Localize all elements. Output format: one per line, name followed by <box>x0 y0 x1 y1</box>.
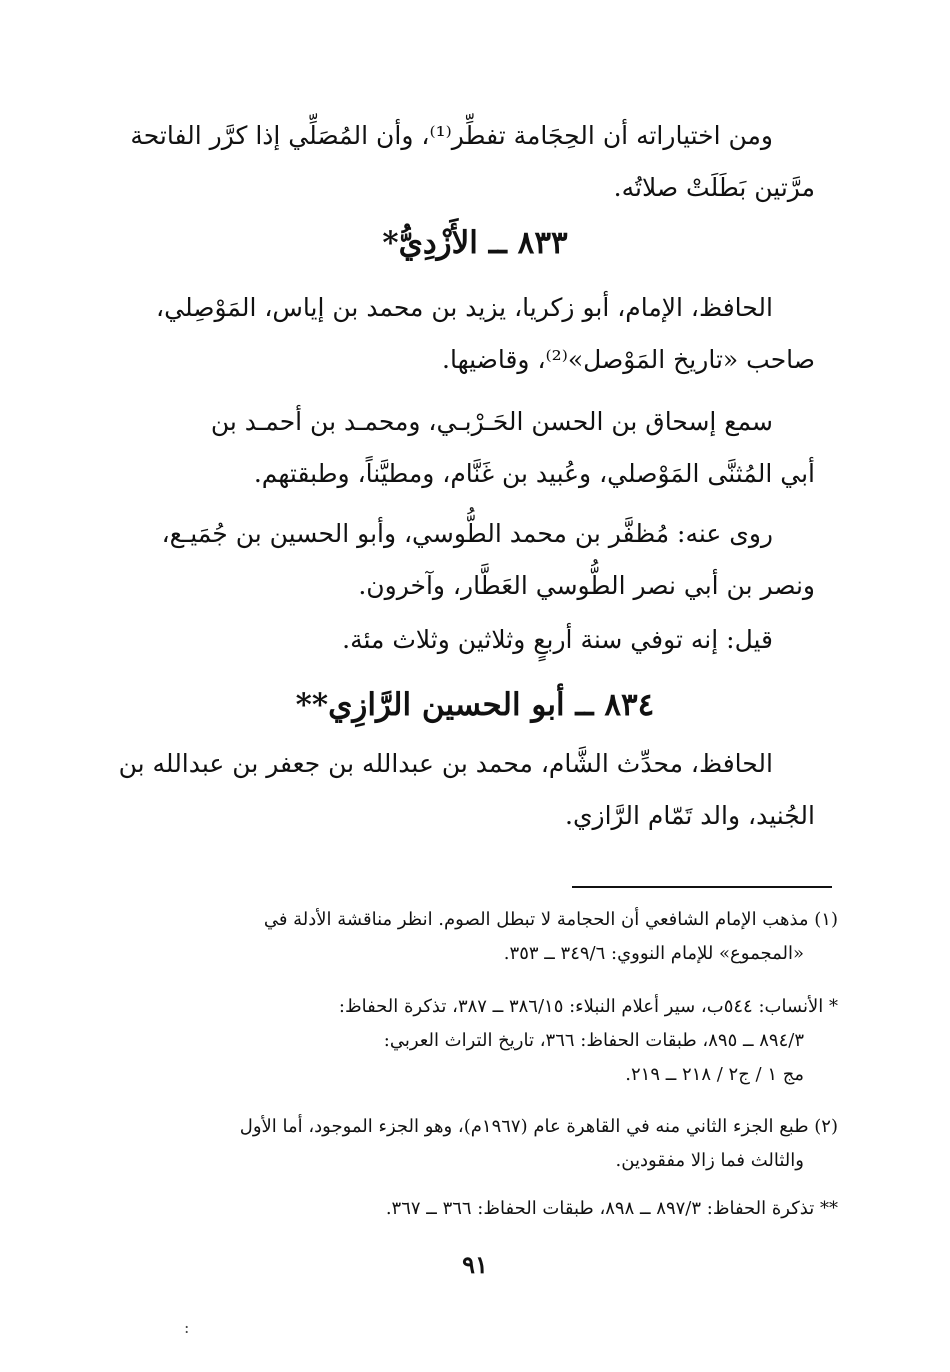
text-line: صاحب «تاريخ المَوْصل»⁽²⁾، وقاضيها. <box>442 345 815 374</box>
text-line: مرَّتين بَطَلَتْ صلاتُه. <box>613 173 815 202</box>
text-line: سمع إسحاق بن الحسن الحَـرْبـي، ومحمـد بن أحمـد بن <box>210 407 773 436</box>
footnote-double-star <box>108 1192 838 1226</box>
page-number: ٩١ <box>462 1250 488 1279</box>
text-line: ومن اختياراته أن الحِجَامة تفطِّر⁽¹⁾، وأن المُصَلِّي إذا كرَّر الفاتحة <box>130 121 773 150</box>
footnote-line: (١) مذهب الإمام الشافعي أن الحجامة لا تبطل الصوم. انظر مناقشة الأدلة في <box>263 909 838 930</box>
footnote-star <box>108 990 838 1092</box>
footnote-line: «المجموع» للإمام النووي: ٣٤٩/٦ ــ ٣٥٣. <box>503 943 804 964</box>
footnote-1 <box>108 903 838 971</box>
paragraph-biography-834 <box>115 738 815 842</box>
text-line: أبي المُثنَّى المَوْصلي، وعُبيد بن غَنَّام، ومطيَّناً، وطبقتهم. <box>253 459 815 488</box>
footnote-line: (٢) طبع الجزء الثاني منه في القاهرة عام (١٩٦٧م)، وهو الجزء الموجود، أما الأول <box>239 1116 838 1137</box>
footnote-2 <box>108 1110 838 1178</box>
footnote-line: * الأنساب: ٥٤٤ب، سير أعلام النبلاء: ٣٨٦/١٥ ــ ٣٨٧، تذكرة الحفاظ: <box>338 996 838 1017</box>
entry-heading-833: ٨٣٣ ــ الأَزْدِيُّ* <box>382 225 568 261</box>
text-line: الحافظ، محدِّث الشَّام، محمد بن عبدالله بن جعفر بن عبدالله بن <box>118 749 773 778</box>
footnote-line: مج ١ / ج٢ / ٢١٨ ــ ٢١٩. <box>625 1064 804 1085</box>
text-line: قيل: إنه توفي سنة أربعٍ وثلاثين وثلاث مئة. <box>342 625 773 654</box>
footnote-line: ** تذكرة الحفاظ: ٨٩٧/٣ ــ ٨٩٨، طبقات الحفاظ: ٣٦٦ ــ ٣٦٧. <box>385 1198 838 1219</box>
footnote-separator <box>572 886 832 888</box>
footnote-line: ٨٩٤/٣ ــ ٨٩٥، طبقات الحفاظ: ٣٦٦، تاريخ التراث العربي: <box>383 1030 804 1051</box>
paragraph-biography-833 <box>115 282 815 386</box>
text-line: ونصر بن أبي نصر الطُّوسي العَطَّار، وآخرون. <box>358 571 815 600</box>
text-line: الحافظ، الإمام، أبو زكريا، يزيد بن محمد بن إياس، المَوْصِلي، <box>156 293 773 322</box>
paragraph-death-833 <box>115 614 815 666</box>
text-line: روى عنه: مُظفَّر بن محمد الطُّوسي، وأبو الحسين بن جُمَيـع، <box>161 519 773 548</box>
paragraph-opinions <box>115 110 815 214</box>
paragraph-students-833 <box>115 508 815 612</box>
scan-speck: : <box>184 1318 190 1337</box>
text-line: الجُنيد، والد تَمّام الرَّازي. <box>565 801 815 830</box>
footnote-line: والثالث فما زالا مفقودين. <box>615 1150 804 1171</box>
entry-heading-834: ٨٣٤ ــ أبو الحسين الرَّازِي** <box>295 687 655 723</box>
paragraph-teachers-833 <box>115 396 815 500</box>
